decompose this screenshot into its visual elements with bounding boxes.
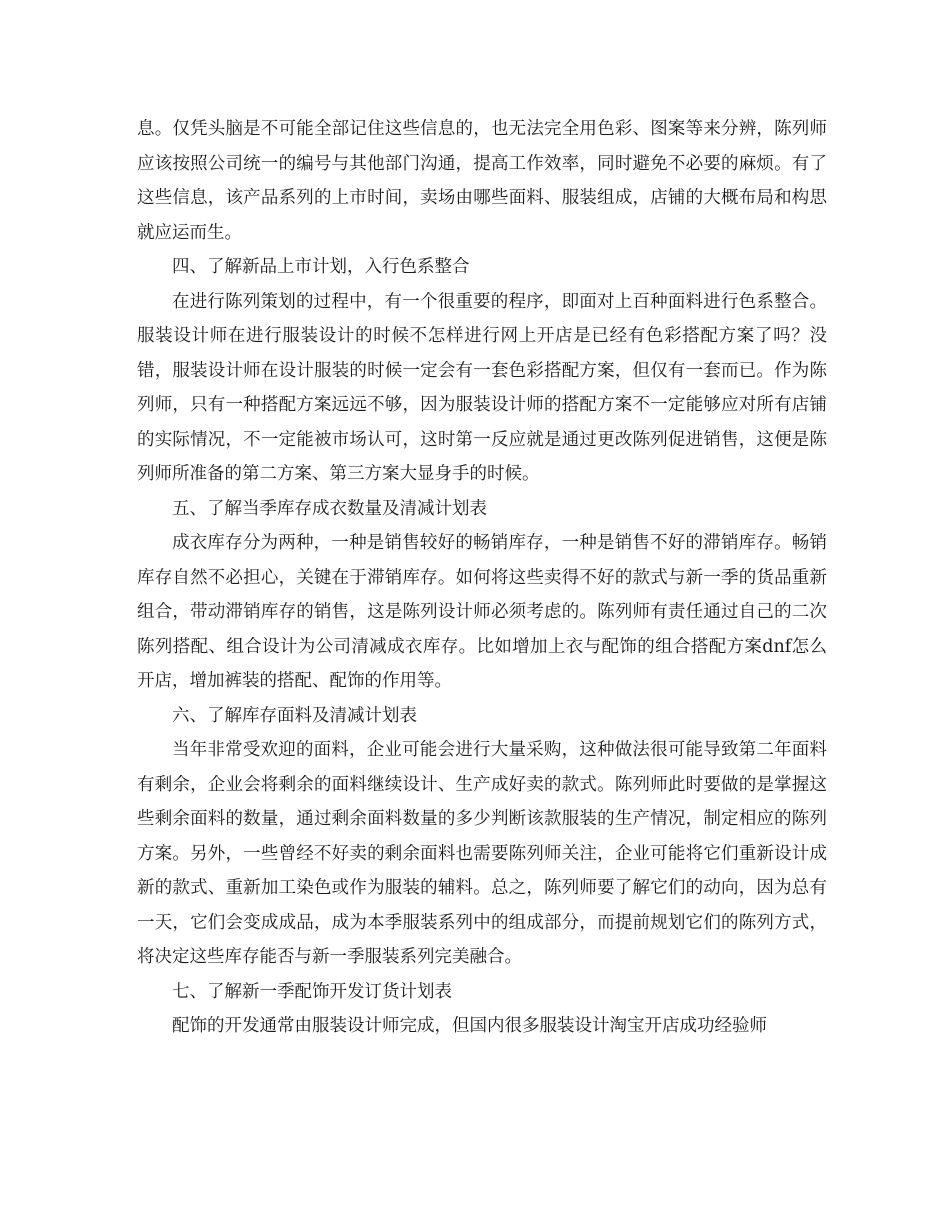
paragraph-accessories: 配饰的开发通常由服装设计师完成，但国内很多服装设计淘宝开店成功经验师 xyxy=(172,1016,767,1036)
paragraph-color-integration: 在进行陈列策划的过程中，有一个很重要的程序，即面对上百种面料进行色系整合。服装设计师在进行服装设计的时候不怎样进行网上开店是已经有色彩搭配方案了吗？没错，服装设计师在设计服装的时候一定会有一套色彩搭配方案，但仅有一套而已。作为陈列师，只有一种搭配方案远远不够，因为服装设计师的搭配方案不一定能够应对所有店铺的实际情况，不一定能被市场认可，这时第一反应就是通过更改陈列促进销售，这便是陈列师所准备的第二方案、第三方案大显身手的时候。 xyxy=(137,291,827,484)
paragraph-garment-inventory: 成衣库存分为两种，一种是销售较好的畅销库存，一种是销售不好的滞销库存。畅销库存自然不必担心，关键在于滞销库存。如何将这些卖得不好的款式与新一季的货品重新组合，带动滞销库存的销售，这是陈列设计师必须考虑的。陈列师有责任通过自己的二次陈列搭配、组合设计为公司清减成衣库存。比如增加上衣与配饰的组合搭配方案dnf怎么开店，增加裤装的搭配、配饰的作用等。 xyxy=(137,533,827,691)
section-heading-5: 五、了解当季库存成衣数量及清减计划表 xyxy=(172,498,487,519)
paragraph-continuation: 息。仅凭头脑是不可能全部记住这些信息的，也无法完全用色彩、图案等来分辨，陈列师应该按照公司统一的编号与其他部门沟通，提高工作效率，同时避免不必要的麻烦。有了这些信息，该产品系列的上市时间，卖场由哪些面料、服装组成，店铺的大概布局和构思就应运而生。 xyxy=(137,119,827,243)
section-heading-7: 七、了解新一季配饰开发订货计划表 xyxy=(172,981,452,1002)
paragraph-fabric-inventory: 当年非常受欢迎的面料，企业可能会进行大量采购，这种做法很可能导致第二年面料有剩余，企业会将剩余的面料继续设计、生产成好卖的款式。陈列师此时要做的是掌握这些剩余面料的数量，通过剩余面料数量的多少判断该款服装的生产情况，制定相应的陈列方案。另外，一些曾经不好卖的剩余面料也需要陈列师关注，企业可能将它们重新设计成新的款式、重新加工染色或作为服装的辅料。总之，陈列师要了解它们的动向，因为总有一天，它们会变成成品，成为本季服装系列中的组成部分，而提前规划它们的陈列方式，将决定这些库存能否与新一季服装系列完美融合。 xyxy=(137,740,827,967)
section-heading-4: 四、了解新品上市计划，入行色系整合 xyxy=(172,257,470,277)
section-heading-6: 六、了解库存面料及清减计划表 xyxy=(172,705,417,726)
document-body xyxy=(137,112,827,1044)
